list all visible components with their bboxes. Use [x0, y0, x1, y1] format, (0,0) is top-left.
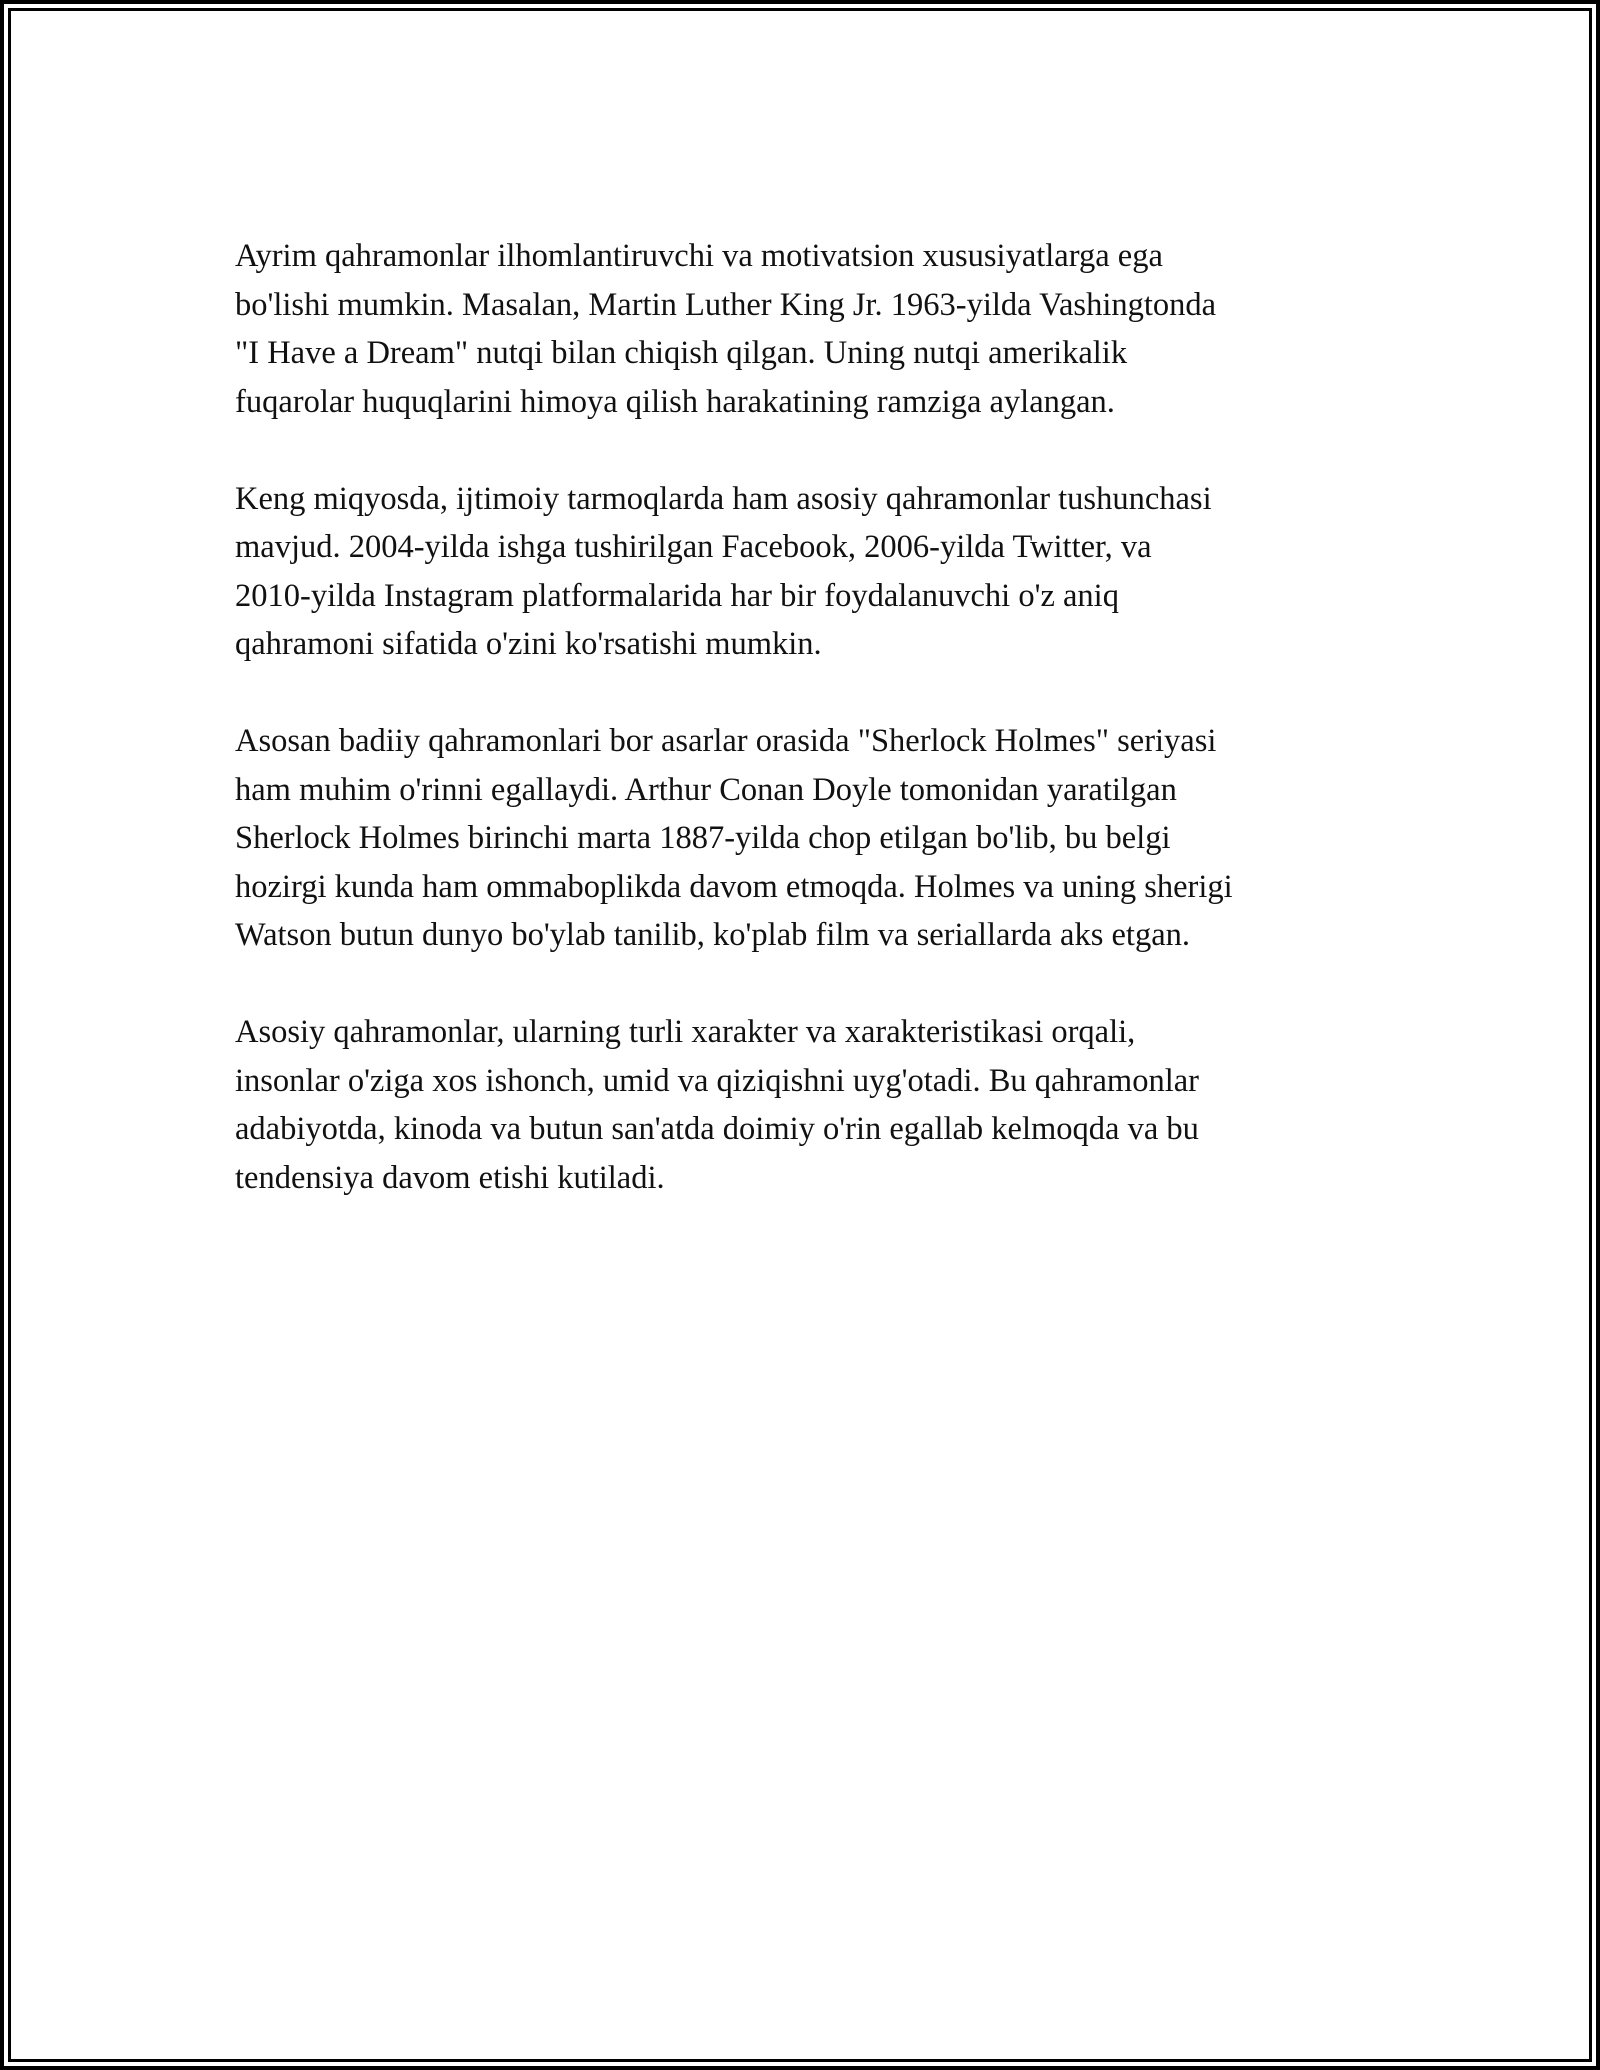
paragraph-line: adabiyotda, kinoda va butun san'atda doimiy o'rin egallab kelmoqda va bu [235, 1111, 1199, 1147]
paragraph-line: Sherlock Holmes birinchi marta 1887-yilda chop etilgan bo'lib, bu belgi [235, 820, 1171, 856]
paragraph-line: Asosan badiiy qahramonlari bor asarlar orasida "Sherlock Holmes" seriyasi [235, 723, 1217, 759]
paragraph-line: qahramoni sifatida o'zini ko'rsatishi mumkin. [235, 626, 822, 662]
paragraph-line: hozirgi kunda ham ommaboplikda davom etmoqda. Holmes va uning sherigi [235, 868, 1233, 905]
paragraph-4 [235, 1008, 1385, 1202]
paragraph-line: tendensiya davom etishi kutiladi. [235, 1159, 665, 1196]
paragraph-line: Keng miqyosda, ijtimoiy tarmoqlarda ham asosiy qahramonlar tushunchasi [235, 480, 1212, 517]
paragraph-line: 2010-yilda Instagram platformalarida har bir foydalanuvchi o'z aniq [235, 577, 1119, 614]
paragraph-line: insonlar o'ziga xos ishonch, umid va qiziqishni uyg'otadi. Bu qahramonlar [235, 1062, 1199, 1099]
paragraph-1 [235, 232, 1385, 426]
document-body [235, 232, 1385, 1251]
paragraph-line: Asosiy qahramonlar, ularning turli xarakter va xarakteristikasi orqali, [235, 1014, 1136, 1050]
paragraph-line: "I Have a Dream" nutqi bilan chiqish qilgan. Uning nutqi amerikalik [235, 335, 1128, 371]
paragraph-2 [235, 475, 1385, 669]
paragraph-line: bo'lishi mumkin. Masalan, Martin Luther King Jr. 1963-yilda Vashingtonda [235, 286, 1217, 323]
paragraph-line: mavjud. 2004-yilda ishga tushirilgan Facebook, 2006-yilda Twitter, va [235, 529, 1152, 565]
paragraph-line: Watson butun dunyo bo'ylab tanilib, ko'plab film va seriallarda aks etgan. [235, 917, 1190, 953]
paragraph-3 [235, 717, 1385, 960]
paragraph-line: fuqarolar huquqlarini himoya qilish harakatining ramziga aylangan. [235, 383, 1115, 420]
paragraph-line: Ayrim qahramonlar ilhomlantiruvchi va motivatsion xususiyatlarga ega [235, 238, 1163, 274]
paragraph-line: ham muhim o'rinni egallaydi. Arthur Conan Doyle tomonidan yaratilgan [235, 771, 1177, 808]
